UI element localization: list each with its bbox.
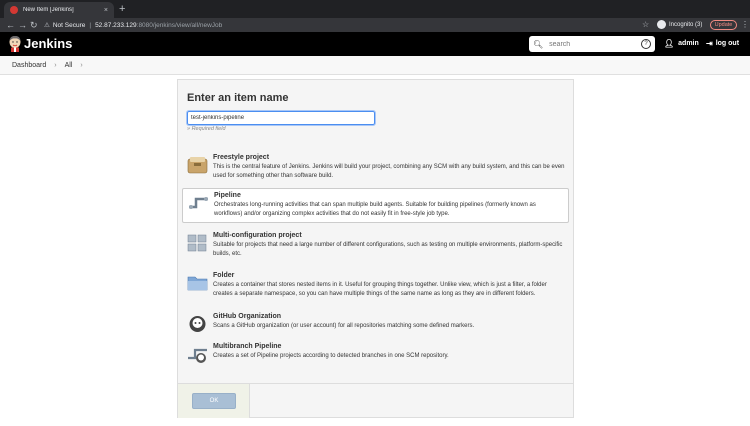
user-icon: 👤︎ [664,39,675,48]
pipeline-icon [188,193,209,213]
jenkins-favicon-icon [10,6,18,14]
item-description: This is the central feature of Jenkins. Jenkins will build your project, combining any SCM with any build system, and this can be even used for something other than software build. [213,164,565,179]
reload-icon[interactable]: ↻ [30,20,38,30]
item-type-github-organization[interactable] [182,310,569,337]
chevron-right-icon[interactable]: › [54,61,57,69]
item-type-multi-configuration[interactable] [182,229,569,262]
github-icon [187,314,208,334]
breadcrumb-dashboard[interactable]: Dashboard [12,61,47,69]
browser-menu-icon[interactable]: ⋮ [741,20,749,29]
back-arrow-icon[interactable]: ← [6,20,15,30]
item-description: Orchestrates long-running activities that can span multiple build agents. Suitable for building pipelines (formerly known as workflows) and/or organizing complex activities that do not easily fit in free-style job type. [214,202,536,217]
search-icon: 🔍︎ [533,39,544,49]
incognito-indicator[interactable] [657,20,702,29]
bookmark-star-icon[interactable]: ☆ [642,20,650,29]
breadcrumb [0,56,750,75]
incognito-icon [657,20,666,29]
new-tab-button[interactable]: + [119,3,126,15]
page-title: Enter an item name [187,92,289,104]
search-input[interactable] [549,41,639,48]
forward-arrow-icon[interactable]: → [18,20,27,30]
item-description: Scans a GitHub organization (or user account) for all repositories matching some defined markers. [213,323,475,329]
user-link[interactable] [664,39,699,48]
item-description: Creates a set of Pipeline projects according to detected branches in one SCM repository. [213,353,449,359]
jenkins-logo-icon[interactable] [8,35,22,52]
logout-icon: ⇥ [706,39,713,48]
freestyle-icon [187,155,208,175]
search-box [529,36,655,52]
security-label: Not Secure [52,21,86,29]
item-name-input[interactable] [187,111,375,125]
jenkins-header [0,32,750,56]
browser-toolbar [0,18,750,32]
browser-tabbar [0,0,750,18]
multibranch-icon [187,344,208,364]
update-button[interactable]: Update [710,20,737,30]
ok-button-area [178,384,250,418]
ok-button[interactable]: OK [192,393,236,409]
address-bar[interactable] [44,19,644,31]
item-description: Suitable for projects that need a large number of different configurations, such as testing on multiple environments, platform-specific builds, etc. [213,242,563,257]
tab-close-icon[interactable]: × [103,6,108,14]
multi-config-icon [187,233,208,253]
logout-label: log out [715,40,740,47]
tab-title: New Item [Jenkins] [23,7,74,13]
item-description: Creates a container that stores nested items in it. Useful for grouping things together. Unlike view, which is just a filter, a folder creates a separate namespace, so you can have multiple things of the same name as long as they are in different folders. [213,282,547,297]
help-icon[interactable]: ? [641,39,651,49]
new-item-panel [177,79,574,418]
item-title: GitHub Organization [213,313,282,320]
url-separator: | [89,21,92,29]
item-title: Freestyle project [213,154,270,161]
item-title: Pipeline [214,192,241,199]
chevron-right-icon[interactable]: › [80,61,83,69]
user-name: admin [678,40,699,47]
breadcrumb-all[interactable]: All [64,61,73,69]
item-title: Multi-configuration project [213,232,302,239]
item-type-multibranch-pipeline[interactable] [182,340,569,367]
warning-icon: ⚠ [44,22,50,29]
item-title: Folder [213,272,235,279]
url-path: :8080/jenkins/view/all/newJob [136,21,223,29]
item-title: Multibranch Pipeline [213,343,282,350]
jenkins-brand[interactable]: Jenkins [24,36,73,51]
browser-tab[interactable] [4,2,114,18]
item-type-freestyle[interactable] [182,151,569,184]
incognito-label: Incognito (3) [669,21,703,28]
url-host: 52.87.233.129 [95,21,137,29]
folder-icon [187,273,208,293]
item-type-folder[interactable] [182,269,569,302]
required-note: » Required field [187,126,226,132]
logout-link[interactable] [706,39,739,48]
item-type-pipeline[interactable] [182,188,569,223]
